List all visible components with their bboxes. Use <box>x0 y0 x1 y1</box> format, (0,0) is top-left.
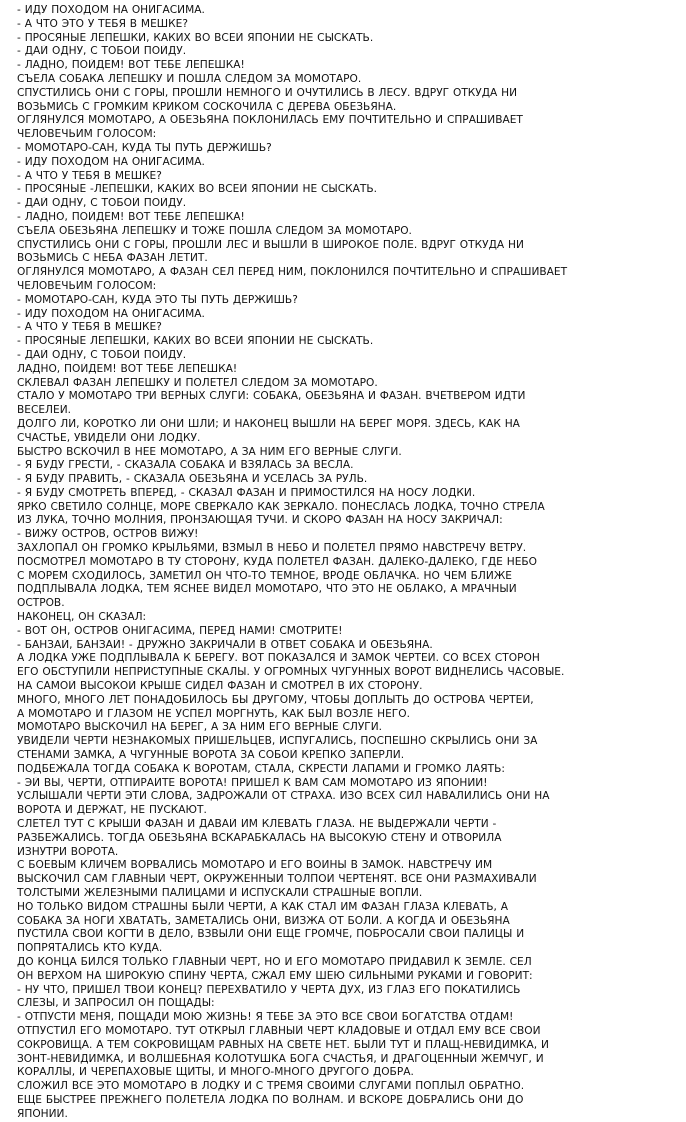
text-line: ПОДПЛЫВАЛА ЛОДКА, ТЕМ ЯСНЕЕ ВИДЕЛ МОМОТАРО, ЧТО ЭТО НЕ ОБЛАКО, А МРАЧНЫЙ <box>17 583 517 596</box>
text-line: НАКОНЕЦ, ОН СКАЗАЛ: <box>17 611 147 624</box>
text-line: КОРАЛЛЫ, И ЧЕРЕПАХОВЫЕ ЩИТЫ, И МНОГО-МНОГО ДРУГОГО ДОБРА. <box>17 1066 414 1079</box>
story-text <box>17 4 678 1122</box>
text-line: НО ТОЛЬКО ВИДОМ СТРАШНЫ БЫЛИ ЧЕРТИ, А КАК СТАЛ ИМ ФАЗАН ГЛАЗА КЛЕВАТЬ, А <box>17 900 509 913</box>
text-line: - А ЧТО ЭТО У ТЕБЯ В МЕШКЕ? <box>17 17 188 30</box>
text-line: - ВОТ ОН, ОСТРОВ ОНИГАСИМА, ПЕРЕД НАМИ! СМОТРИТЕ! <box>17 624 343 637</box>
text-line: ПОСМОТРЕЛ МОМОТАРО В ТУ СТОРОНУ, КУДА ПОЛЕТЕЛ ФАЗАН. ДАЛЕКО-ДАЛЕКО, ГДЕ НЕБО <box>17 555 537 568</box>
text-line: СОБАКА ЗА НОГИ ХВАТАТЬ, ЗАМЕТАЛИСЬ ОНИ, ВИЗЖА ОТ БОЛИ. А КОГДА И ОБЕЗЬЯНА <box>17 914 510 927</box>
text-line: ИЗ ЛУКА, ТОЧНО МОЛНИЯ, ПРОНЗАЮЩАЯ ТУЧИ. И СКОРО ФАЗАН НА НОСУ ЗАКРИЧАЛ: <box>17 514 503 527</box>
text-line: ВЕСЕЛЕЙ. <box>17 404 72 417</box>
text-line: ЯПОНИИ. <box>17 1107 68 1120</box>
text-line: СКЛЕВАЛ ФАЗАН ЛЕПЕШКУ И ПОЛЕТЕЛ СЛЕДОМ ЗА МОМОТАРО. <box>17 376 378 389</box>
text-line: ДО КОНЦА БИЛСЯ ТОЛЬКО ГЛАВНЫЙ ЧЕРТ, НО И ЕГО МОМОТАРО ПРИДАВИЛ К ЗЕМЛЕ. СЕЛ <box>17 955 532 968</box>
text-line: СЧАСТЬЕ, УВИДЕЛИ ОНИ ЛОДКУ. <box>17 431 201 444</box>
text-line: СОКРОВИЩА. А ТЕМ СОКРОВИЩАМ РАВНЫХ НА СВЕТЕ НЕТ. БЫЛИ ТУТ И ПЛАЩ-НЕВИДИМКА, И <box>17 1038 549 1051</box>
text-line: ПОПРЯТАЛИСЬ КТО КУДА. <box>17 942 163 955</box>
text-line: МНОГО, МНОГО ЛЕТ ПОНАДОБИЛОСЬ БЫ ДРУГОМУ, ЧТОБЫ ДОПЛЫТЬ ДО ОСТРОВА ЧЕРТЕЙ, <box>17 693 534 706</box>
text-line: ОН ВЕРХОМ НА ШИРОКУЮ СПИНУ ЧЕРТА, СЖАЛ ЕМУ ШЕЮ СИЛЬНЫМИ РУКАМИ И ГОВОРИТ: <box>17 969 533 982</box>
text-line: - ЛАДНО, ПОЙДЕМ! ВОТ ТЕБЕ ЛЕПЕШКА! <box>17 210 245 223</box>
text-line: - МОМОТАРО-САН, КУДА ТЫ ПУТЬ ДЕРЖИШЬ? <box>17 141 272 154</box>
text-line: - ЛАДНО, ПОЙДЕМ! ВОТ ТЕБЕ ЛЕПЕШКА! <box>17 59 245 72</box>
text-line: ДОЛГО ЛИ, КОРОТКО ЛИ ОНИ ШЛИ; И НАКОНЕЦ ВЫШЛИ НА БЕРЕГ МОРЯ. ЗДЕСЬ, КАК НА <box>17 417 520 430</box>
text-line: ОГЛЯНУЛСЯ МОМОТАРО, А ОБЕЗЬЯНА ПОКЛОНИЛАСЬ ЕМУ ПОЧТИТЕЛЬНО И СПРАШИВАЕТ <box>17 114 523 127</box>
text-line: А ЛОДКА УЖЕ ПОДПЛЫВАЛА К БЕРЕГУ. ВОТ ПОКАЗАЛСЯ И ЗАМОК ЧЕРТЕЙ. СО ВСЕХ СТОРОН <box>17 652 540 665</box>
text-line: ВОРОТА И ДЕРЖАТ, НЕ ПУСКАЮТ. <box>17 804 207 817</box>
text-line: СЛЕТЕЛ ТУТ С КРЫШИ ФАЗАН И ДАВАЙ ИМ КЛЕВАТЬ ГЛАЗА. НЕ ВЫДЕРЖАЛИ ЧЕРТИ - <box>17 818 497 831</box>
text-line: - БАНЗАЙ, БАНЗАЙ! - ДРУЖНО ЗАКРИЧАЛИ В ОТВЕТ СОБАКА И ОБЕЗЬЯНА. <box>17 638 433 651</box>
text-line: БЫСТРО ВСКОЧИЛ В НЕЕ МОМОТАРО, А ЗА НИМ ЕГО ВЕРНЫЕ СЛУГИ. <box>17 445 402 458</box>
text-line: - ПРОСЯНЫЕ ЛЕПЕШКИ, КАКИХ ВО ВСЕЙ ЯПОНИИ НЕ СЫСКАТЬ. <box>17 335 374 348</box>
text-line: ЗОНТ-НЕВИДИМКА, И ВОЛШЕБНАЯ КОЛОТУШКА БОГА СЧАСТЬЯ, И ДРАГОЦЕННЫЙ ЖЕМЧУГ, И <box>17 1052 544 1065</box>
text-line: ЕГО ОБСТУПИЛИ НЕПРИСТУПНЫЕ СКАЛЫ. У ОГРОМНЫХ ЧУГУННЫХ ВОРОТ ВИДНЕЛИСЬ ЧАСОВЫЕ. <box>17 666 565 679</box>
text-line: - ДАЙ ОДНУ, С ТОБОЙ ПОЙДУ. <box>17 348 187 361</box>
text-line: - МОМОТАРО-САН, КУДА ЭТО ТЫ ПУТЬ ДЕРЖИШЬ? <box>17 293 298 306</box>
text-line: ЧЕЛОВЕЧЬИМ ГОЛОСОМ: <box>17 128 157 141</box>
text-line: ТОЛСТЫМИ ЖЕЛЕЗНЫМИ ПАЛИЦАМИ И ИСПУСКАЛИ СТРАШНЫЕ ВОПЛИ. <box>17 887 423 899</box>
text-line: - ДАЙ ОДНУ, С ТОБОЙ ПОЙДУ. <box>17 45 187 58</box>
text-line: СПУСТИЛИСЬ ОНИ С ГОРЫ, ПРОШЛИ ЛЕС И ВЫШЛИ В ШИРОКОЕ ПОЛЕ. ВДРУГ ОТКУДА НИ <box>17 238 524 251</box>
text-line: ОГЛЯНУЛСЯ МОМОТАРО, А ФАЗАН СЕЛ ПЕРЕД НИМ, ПОКЛОНИЛСЯ ПОЧТИТЕЛЬНО И СПРАШИВАЕТ <box>17 266 568 279</box>
text-line: С БОЕВЫМ КЛИЧЕМ ВОРВАЛИСЬ МОМОТАРО И ЕГО ВОИНЫ В ЗАМОК. НАВСТРЕЧУ ИМ <box>17 859 493 872</box>
text-line: ЕЩЕ БЫСТРЕЕ ПРЕЖНЕГО ПОЛЕТЕЛА ЛОДКА ПО ВОЛНАМ. И ВСКОРЕ ДОБРАЛИСЬ ОНИ ДО <box>17 1093 524 1106</box>
text-line: - ИДУ ПОХОДОМ НА ОНИГАСИМА. <box>17 307 205 320</box>
text-line: - ПРОСЯНЫЕ -ЛЕПЕШКИ, КАКИХ ВО ВСЕЙ ЯПОНИИ НЕ СЫСКАТЬ. <box>17 183 378 196</box>
text-line: - ИДУ ПОХОДОМ НА ОНИГАСИМА. <box>17 155 205 168</box>
text-line: - ИДУ ПОХОДОМ НА ОНИГАСИМА. <box>17 4 205 16</box>
text-line: ОСТРОВ. <box>17 597 65 610</box>
text-line: УСЛЫШАЛИ ЧЕРТИ ЭТИ СЛОВА, ЗАДРОЖАЛИ ОТ СТРАХА. ИЗО ВСЕХ СИЛ НАВАЛИЛИСЬ ОНИ НА <box>17 790 550 803</box>
text-line: СЪЕЛА ОБЕЗЬЯНА ЛЕПЕШКУ И ТОЖЕ ПОШЛА СЛЕДОМ ЗА МОМОТАРО. <box>17 224 412 237</box>
text-line: МОМОТАРО ВЫСКОЧИЛ НА БЕРЕГ, А ЗА НИМ ЕГО ВЕРНЫЕ СЛУГИ. <box>17 721 383 734</box>
text-line: ПОДБЕЖАЛА ТОГДА СОБАКА К ВОРОТАМ, СТАЛА, СКРЕСТИ ЛАПАМИ И ГРОМКО ЛАЯТЬ: <box>17 762 505 775</box>
text-line: - А ЧТО У ТЕБЯ В МЕШКЕ? <box>17 321 162 334</box>
text-line: ЯРКО СВЕТИЛО СОЛНЦЕ, МОРЕ СВЕРКАЛО КАК ЗЕРКАЛО. ПОНЕСЛАСЬ ЛОДКА, ТОЧНО СТРЕЛА <box>17 500 545 513</box>
text-line: ПУСТИЛА СВОИ КОГТИ В ДЕЛО, ВЗВЫЛИ ОНИ ЕЩЕ ГРОМЧЕ, ПОБРОСАЛИ СВОИ ПАЛИЦЫ И <box>17 928 525 941</box>
text-line: НА САМОЙ ВЫСОКОЙ КРЫШЕ СИДЕЛ ФАЗАН И СМОТРЕЛ В ИХ СТОРОНУ. <box>17 680 423 693</box>
text-line: ЗАХЛОПАЛ ОН ГРОМКО КРЫЛЬЯМИ, ВЗМЫЛ В НЕБО И ПОЛЕТЕЛ ПРЯМО НАВСТРЕЧУ ВЕТРУ. <box>17 542 527 555</box>
text-line: - ВИЖУ ОСТРОВ, ОСТРОВ ВИЖУ! <box>17 528 199 541</box>
text-line: - ОТПУСТИ МЕНЯ, ПОЩАДИ МОЮ ЖИЗНЬ! Я ТЕБЕ ЗА ЭТО ВСЕ СВОИ БОГАТСТВА ОТДАМ! <box>17 1011 514 1024</box>
text-line: - Я БУДУ ПРАВИТЬ, - СКАЗАЛА ОБЕЗЬЯНА И УСЕЛАСЬ ЗА РУЛЬ. <box>17 473 368 486</box>
text-line: - Я БУДУ ГРЕСТИ, - СКАЗАЛА СОБАКА И ВЗЯЛАСЬ ЗА ВЕСЛА. <box>17 459 354 472</box>
text-line: ОТПУСТИЛ ЕГО МОМОТАРО. ТУТ ОТКРЫЛ ГЛАВНЫЙ ЧЕРТ КЛАДОВЫЕ И ОТДАЛ ЕМУ ВСЕ СВОИ <box>17 1024 541 1037</box>
text-line: СЛЕЗЫ, И ЗАПРОСИЛ ОН ПОЩАДЫ: <box>17 997 215 1010</box>
text-line: СПУСТИЛИСЬ ОНИ С ГОРЫ, ПРОШЛИ НЕМНОГО И ОЧУТИЛИСЬ В ЛЕСУ. ВДРУГ ОТКУДА НИ <box>17 86 518 99</box>
text-line: - Я БУДУ СМОТРЕТЬ ВПЕРЕД, - СКАЗАЛ ФАЗАН И ПРИМОСТИЛСЯ НА НОСУ ЛОДКИ. <box>17 486 476 499</box>
text-line: СЛОЖИЛ ВСЕ ЭТО МОМОТАРО В ЛОДКУ И С ТРЕМЯ СВОИМИ СЛУГАМИ ПОПЛЫЛ ОБРАТНО. <box>17 1080 525 1093</box>
text-line: ВЫСКОЧИЛ САМ ГЛАВНЫЙ ЧЕРТ, ОКРУЖЕННЫЙ ТОЛПОЙ ЧЕРТЕНЯТ. ВСЕ ОНИ РАЗМАХИВАЛИ <box>17 873 537 886</box>
text-line: - А ЧТО У ТЕБЯ В МЕШКЕ? <box>17 169 162 182</box>
text-line: С МОРЕМ СХОДИЛОСЬ, ЗАМЕТИЛ ОН ЧТО-ТО ТЕМНОЕ, ВРОДЕ ОБЛАЧКА. НО ЧЕМ БЛИЖЕ <box>17 569 512 582</box>
text-line: УВИДЕЛИ ЧЕРТИ НЕЗНАКОМЫХ ПРИШЕЛЬЦЕВ, ИСПУГАЛИСЬ, ПОСПЕШНО СКРЫЛИСЬ ОНИ ЗА <box>17 735 538 748</box>
text-line: СТЕНАМИ ЗАМКА, А ЧУГУННЫЕ ВОРОТА ЗА СОБОЙ КРЕПКО ЗАПЕРЛИ. <box>17 749 405 762</box>
text-line: ЧЕЛОВЕЧЬИМ ГОЛОСОМ: <box>17 279 157 292</box>
text-line: - НУ ЧТО, ПРИШЕЛ ТВОЙ КОНЕЦ? ПЕРЕХВАТИЛО У ЧЕРТА ДУХ, ИЗ ГЛАЗ ЕГО ПОКАТИЛИСЬ <box>17 983 521 996</box>
text-line: ВОЗЬМИСЬ С НЕБА ФАЗАН ЛЕТИТ. <box>17 252 208 265</box>
text-line: - ПРОСЯНЫЕ ЛЕПЕШКИ, КАКИХ ВО ВСЕЙ ЯПОНИИ НЕ СЫСКАТЬ. <box>17 31 374 44</box>
text-line: ВОЗЬМИСЬ С ГРОМКИМ КРИКОМ СОСКОЧИЛА С ДЕРЕВА ОБЕЗЬЯНА. <box>17 100 397 113</box>
text-line: СЪЕЛА СОБАКА ЛЕПЕШКУ И ПОШЛА СЛЕДОМ ЗА МОМОТАРО. <box>17 72 362 85</box>
text-line: ЛАДНО, ПОЙДЕМ! ВОТ ТЕБЕ ЛЕПЕШКА! <box>17 362 238 375</box>
text-line: - ЭЙ ВЫ, ЧЕРТИ, ОТПИРАЙТЕ ВОРОТА! ПРИШЕЛ К ВАМ САМ МОМОТАРО ИЗ ЯПОНИИ! <box>17 776 488 789</box>
text-line: ИЗНУТРИ ВОРОТА. <box>17 845 119 858</box>
text-line: СТАЛО У МОМОТАРО ТРИ ВЕРНЫХ СЛУГИ: СОБАКА, ОБЕЗЬЯНА И ФАЗАН. ВЧЕТВЕРОМ ИДТИ <box>17 390 526 403</box>
text-line: РАЗБЕЖАЛИСЬ. ТОГДА ОБЕЗЬЯНА ВСКАРАБКАЛАСЬ НА ВЫСОКУЮ СТЕНУ И ОТВОРИЛА <box>17 831 502 844</box>
text-line: - ДАЙ ОДНУ, С ТОБОЙ ПОЙДУ. <box>17 197 187 210</box>
text-line: А МОМОТАРО И ГЛАЗОМ НЕ УСПЕЛ МОРГНУТЬ, КАК БЫЛ ВОЗЛЕ НЕГО. <box>17 707 410 720</box>
